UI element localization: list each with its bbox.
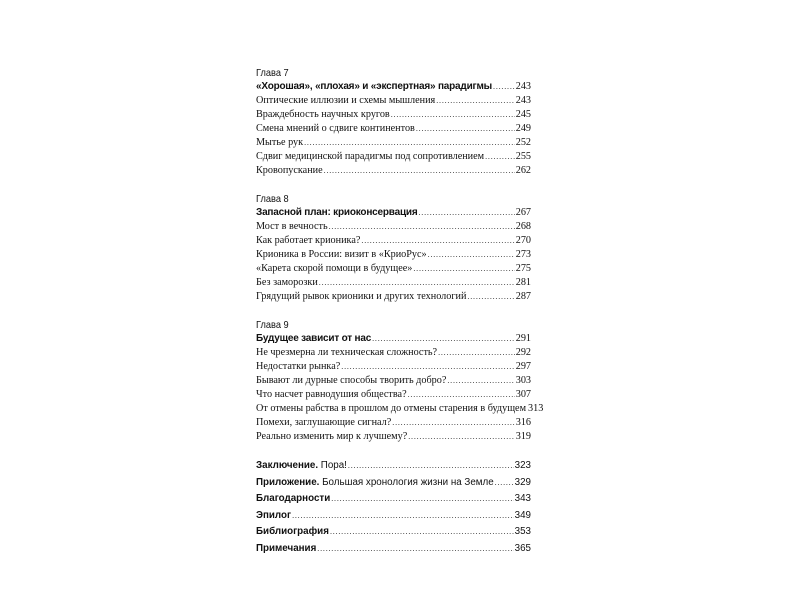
entry-text: Враждебность научных кругов <box>256 109 390 120</box>
entry-text <box>256 541 316 558</box>
toc-entry <box>256 360 531 374</box>
chapter-section-8 <box>256 192 531 304</box>
leader-dots <box>292 508 514 525</box>
page-number: 268 <box>515 221 531 232</box>
leader-dots <box>319 276 515 290</box>
toc-entry <box>256 276 531 290</box>
page-number: 313 <box>528 403 544 414</box>
toc-entry <box>256 150 531 164</box>
page-number: 349 <box>514 509 531 521</box>
entry-text: От отмены рабства в прошлом до отмены старения в будущем <box>256 403 527 414</box>
leader-dots <box>495 475 514 492</box>
entry-text: Мытье рук <box>256 137 304 148</box>
page-number: 255 <box>515 151 531 162</box>
chapter-title: «Хорошая», «плохая» и «экспертная» парадигмы <box>256 81 493 92</box>
leader-dots <box>331 491 513 508</box>
entry-text <box>256 524 329 541</box>
chapter-title-row <box>256 332 531 346</box>
entry-text: Реально изменить мир к лучшему? <box>256 431 408 442</box>
toc-entry-back-matter <box>256 475 531 492</box>
entry-bold: Заключение. <box>256 460 319 471</box>
leader-dots <box>317 541 513 558</box>
entry-text <box>256 508 291 525</box>
page-number: 273 <box>515 249 531 260</box>
leader-dots <box>408 430 514 444</box>
entry-text: Помехи, заглушающие сигнал? <box>256 417 392 428</box>
toc-entry <box>256 374 531 388</box>
toc-entry <box>256 346 531 360</box>
page-number: 343 <box>514 493 531 505</box>
leader-dots <box>408 388 515 402</box>
entry-text: Без заморозки <box>256 277 318 288</box>
entry-bold: Эпилог <box>256 509 292 521</box>
chapter-title-row <box>256 206 531 220</box>
leader-dots <box>391 108 515 122</box>
page-number: 245 <box>515 109 531 120</box>
page-number: 243 <box>515 95 531 106</box>
leader-dots <box>419 206 515 220</box>
entry-text: Как работает крионика? <box>256 235 361 246</box>
leader-dots <box>329 220 515 234</box>
toc-entry-back-matter <box>256 491 531 508</box>
toc-entry <box>256 402 544 416</box>
toc-entry <box>256 388 531 402</box>
entry-text <box>256 458 347 475</box>
toc-entry <box>256 430 531 444</box>
leader-dots <box>348 458 514 475</box>
page-number: 323 <box>514 460 531 471</box>
entry-bold: Приложение. <box>256 476 320 488</box>
chapter-title: Будущее зависит от нас <box>256 333 372 344</box>
toc-entry <box>256 416 531 430</box>
chapter-label: Глава 7 <box>256 67 289 79</box>
toc-entry <box>256 94 531 108</box>
back-matter <box>256 458 531 558</box>
leader-dots <box>330 524 514 541</box>
page-number: 252 <box>515 137 531 148</box>
entry-rest: Пора! <box>318 460 347 471</box>
entry-text: Не чрезмерна ли техническая сложность? <box>256 347 438 358</box>
page-number: 249 <box>515 123 531 134</box>
page-number: 365 <box>514 542 531 554</box>
leader-dots <box>438 346 515 360</box>
toc-entry-back-matter <box>256 458 531 475</box>
page-number: 316 <box>515 417 531 428</box>
page-number: 287 <box>515 291 531 302</box>
entry-text: Что насчет равнодушия общества? <box>256 389 407 400</box>
leader-dots <box>416 122 515 136</box>
entry-text: Мост в вечность <box>256 221 328 232</box>
chapter-title: Запасной план: криоконсервация <box>256 207 418 218</box>
toc-entry <box>256 122 531 136</box>
chapter-section-9 <box>256 318 544 444</box>
leader-dots <box>361 234 514 248</box>
leader-dots <box>436 94 514 108</box>
toc-entry <box>256 290 531 304</box>
leader-dots <box>392 416 514 430</box>
entry-rest: Большая хронология жизни на Земле <box>319 476 494 488</box>
page-number: 270 <box>515 235 531 246</box>
toc-entry <box>256 220 531 234</box>
table-of-contents <box>256 66 544 558</box>
page-number: 262 <box>515 165 531 176</box>
leader-dots <box>428 248 515 262</box>
toc-entry <box>256 248 531 262</box>
entry-text: Недостатки рынка? <box>256 361 341 372</box>
leader-dots <box>413 262 514 276</box>
entry-text: Смена мнений о сдвиге континентов <box>256 123 415 134</box>
toc-entry <box>256 108 531 122</box>
toc-entry <box>256 164 531 178</box>
page-number: 329 <box>514 476 531 488</box>
page-number: 291 <box>515 333 531 344</box>
toc-entry-back-matter <box>256 508 531 525</box>
entry-text <box>256 475 494 492</box>
entry-text: Бывают ли дурные способы творить добро? <box>256 375 447 386</box>
entry-bold: Благодарности <box>256 493 331 505</box>
entry-text <box>256 491 330 508</box>
page-number: 297 <box>515 361 531 372</box>
page-number: 281 <box>515 277 531 288</box>
chapter-title-row <box>256 80 531 94</box>
page-number: 267 <box>515 207 531 218</box>
leader-dots <box>493 80 515 94</box>
leader-dots <box>341 360 514 374</box>
chapter-label: Глава 9 <box>256 319 289 331</box>
entry-text: Крионика в России: визит в «КриоРус» <box>256 249 427 260</box>
toc-entry-back-matter <box>256 524 531 541</box>
entry-bold: Библиография <box>256 526 329 538</box>
page-number: 319 <box>515 431 531 442</box>
chapter-label: Глава 8 <box>256 193 289 205</box>
toc-entry <box>256 136 531 150</box>
page-number: 353 <box>514 526 531 538</box>
leader-dots <box>372 332 515 346</box>
page-number: 292 <box>515 347 531 358</box>
page-number: 303 <box>515 375 531 386</box>
entry-text: Оптические иллюзии и схемы мышления <box>256 95 436 106</box>
entry-text: «Карета скорой помощи в будущее» <box>256 263 413 274</box>
leader-dots <box>304 136 515 150</box>
page-number: 275 <box>515 263 531 274</box>
entry-text: Кровопускание <box>256 165 323 176</box>
toc-entry <box>256 262 531 276</box>
entry-text: Грядущий рывок крионики и других технологий <box>256 291 467 302</box>
leader-dots <box>485 150 515 164</box>
leader-dots <box>447 374 514 388</box>
chapter-section-7 <box>256 66 531 178</box>
entry-text: Сдвиг медицинской парадигмы под сопротивлением <box>256 151 485 162</box>
leader-dots <box>324 164 515 178</box>
leader-dots <box>467 290 514 304</box>
entry-bold: Примечания <box>256 542 317 554</box>
page-number: 243 <box>515 81 531 92</box>
toc-entry-back-matter <box>256 541 531 558</box>
page-number: 307 <box>515 389 531 400</box>
toc-entry <box>256 234 531 248</box>
